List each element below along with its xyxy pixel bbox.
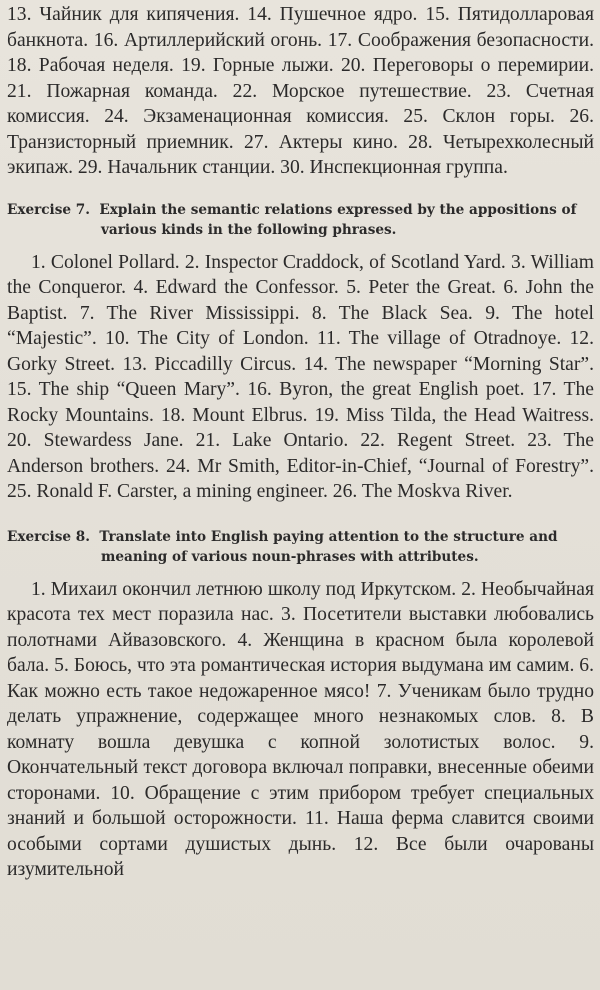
exercise-6-continuation: 13. Чайник для кипячения. 14. Пушечное ядро. 15. Пятидолларовая банкнота. 16. Артиллерийский огонь. 17. Соображения безопасности. 18. Рабочая неделя. 19. Горные лыжи. 20. Переговоры о перемирии. 21. Пожарная команда. 22. Морское путешествие. 23. Счетная комиссия. 24. Экзаменационная комиссия. 25. Склон горы. 26. Транзисторный приемник. 27. Актеры кино. 28. Четырехколесный экипаж. 29. Начальник станции. 30. Инспекционная группа. [7,4,594,178]
exercise-7-text: 1. Colonel Pollard. 2. Inspector Craddock, of Scotland Yard. 3. William the Conqueror. 4. Edward the Confessor. 5. Peter the Great. 6. John the Baptist. 7. The River Mississippi. 8. The Black Sea. 9. The hotel “Majestic”. 10. The City of London. 11. The village of Otradnoye. 12. Gorky Street. 13. Piccadilly Circus. 14. The newspaper “Morning Star”. 15. The ship “Queen Mary”. 16. Byron, the great English poet. 17. The Rocky Mountains. 18. Mount Elbrus. 19. Miss Tilda, the Head Waitress. 20. Stewardess Jane. 21. Lake Ontario. 22. Regent Street. 23. The Anderson brothers. 24. Mr Smith, Editor-in-Chief, “Journal of Forestry”. 25. Ronald F. Carster, a mining engineer. 26. The Moskva River. [7,251,594,502]
exercise-8-instruction: Translate into English paying attention to the structure and meaning of various noun-phrases with attributes. [99,528,558,565]
exercise-7-header [7,200,594,240]
exercise-7-instruction: Explain the semantic relations expressed by the appositions of various kinds in the following phrases. [99,201,577,238]
exercise-8-text: 1. Михаил окончил летнюю школу под Иркутском. 2. Необычайная красота тех мест поразила нас. 3. Посетители выставки любовались полотнами Айвазовского. 4. Женщина в красном была королевой бала. 5. Боюсь, что эта романтическая история выдумана им самим. 6. Как можно есть такое недожаренное мясо! 7. Ученикам было трудно делать упражнение, содержащее много незнакомых слов. 8. В комнату вошла девушка с копной золотистых волос. 9. Окончательный текст договора включал поправки, внесенные обеими сторонами. 10. Обращение с этим прибором требует специальных знаний и большой осторожности. 11. Наша ферма славится своими особыми сортами душистых дынь. 12. Все были очарованы изумительной [7,578,594,880]
exercise-7-label: Exercise 7. [7,201,90,218]
exercise-8-header [7,527,594,567]
exercise-8-label: Exercise 8. [7,528,90,545]
